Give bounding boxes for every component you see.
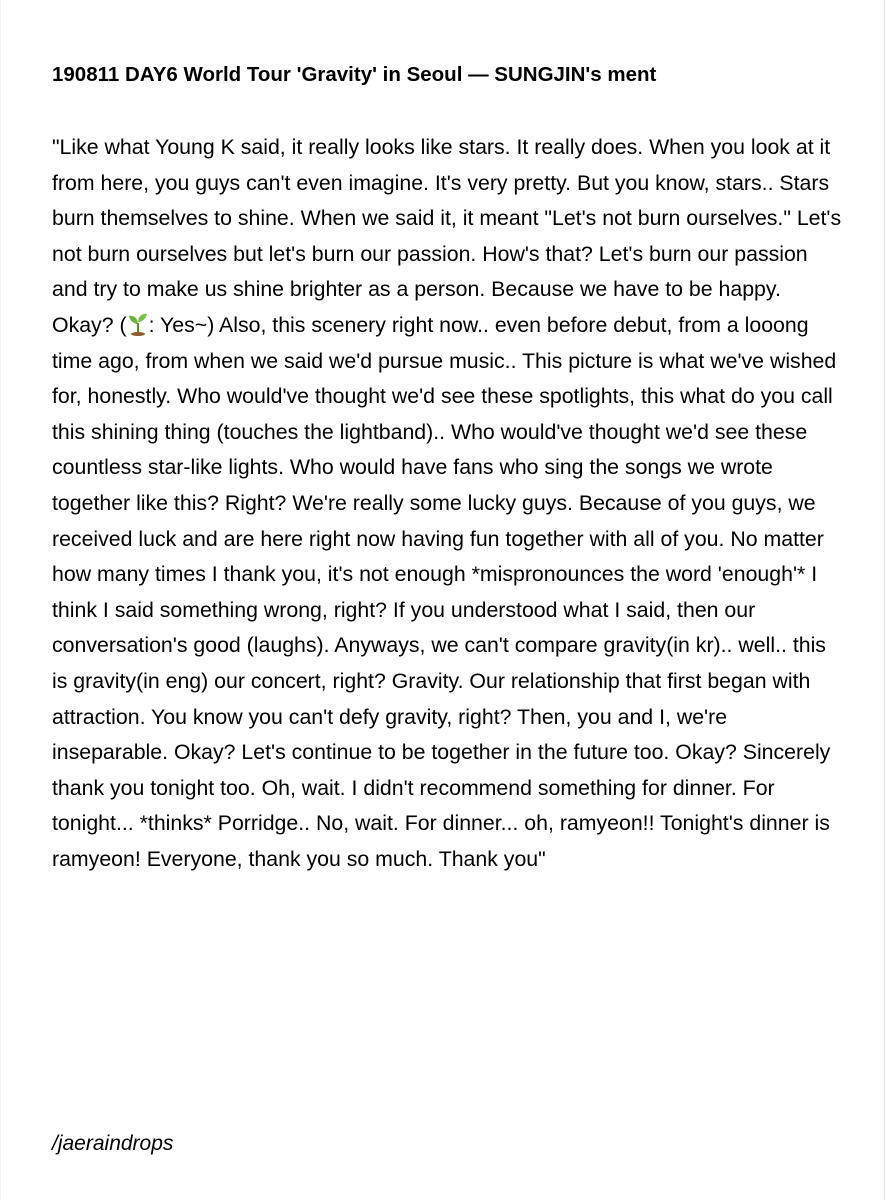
document-title: 190811 DAY6 World Tour 'Gravity' in Seoul — SUNGJIN's ment xyxy=(52,63,657,86)
body-text-part-2: : Yes~) Also, this scenery right now.. even before debut, from a looong time ago, from when we said we'd pursue music.. This picture is what we've wished for, honestly. Who would've thought we'd see these spotlights, this what do you call this shining thing (touches the lightband).. Who would've thought we'd see these countless star-like lights. Who would have fans who sing the songs we wrote together like this? Right? We're really some lucky guys. Because of you guys, we received luck and are here right now having fun together with all of you. No matter how many times I thank you, it's not enough *mispronounces the word 'enough'* I think I said something wrong, right? If you understood what I said, then our conversation's good (laughs). Anyways, we can't compare gravity(in kr).. well.. this is gravity(in eng) our concert, right? Gravity. Our relationship that first began with attraction. You know you can't defy gravity, right? Then, you and I, we're inseparable. Okay? Let's continue to be together in the future too. Okay? Sincerely thank you tonight too. Oh, wait. I didn't recommend something for dinner. For tonight... *thinks* Porridge.. No, wait. For dinner... oh, ramyeon!! Tonight's dinner is ramyeon! Everyone, thank you so much. Thank you" xyxy=(52,312,837,871)
sprout-icon xyxy=(128,312,148,336)
document-body xyxy=(52,130,842,877)
author-signature: /jaeraindrops xyxy=(52,1132,174,1155)
body-text-part-1: "Like what Young K said, it really looks like stars. It really does. When you look at it from here, you guys can't even imagine. It's very pretty. But you know, stars.. Stars burn themselves to shine. When we said it, it meant "Let's not burn ourselves." Let's not burn ourselves but let's burn our passion. How's that? Let's burn our passion and try to make us shine brighter as a person. Because we have to be happy. Okay? ( xyxy=(52,135,842,337)
